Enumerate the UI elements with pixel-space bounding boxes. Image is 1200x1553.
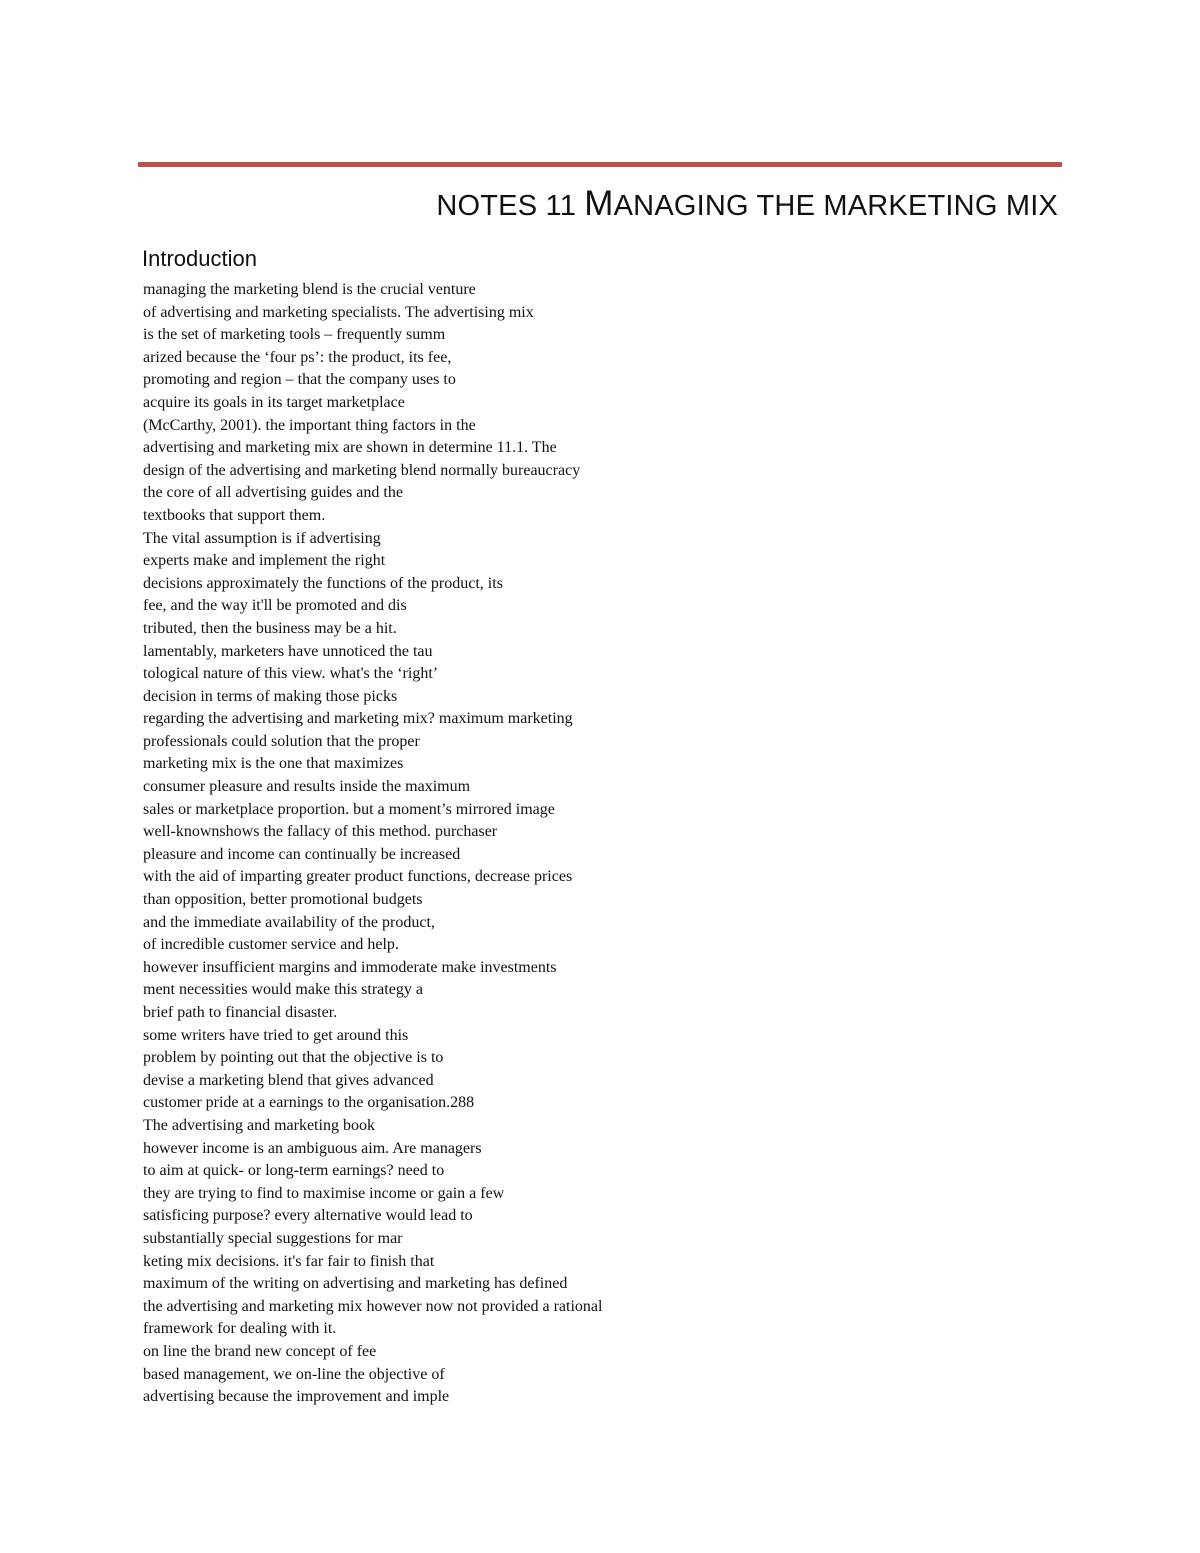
body-line: (McCarthy, 2001). the important thing factors in the bbox=[143, 416, 476, 434]
body-line: promoting and region – that the company uses to bbox=[143, 371, 456, 389]
body-line: based management, we on-line the objective of bbox=[143, 1365, 445, 1383]
body-line: design of the advertising and marketing blend normally bureaucracy bbox=[143, 461, 581, 479]
body-line: managing the marketing blend is the crucial venture bbox=[143, 281, 476, 298]
body-line: tological nature of this view. what's the ‘right’ bbox=[143, 665, 439, 683]
body-line: framework for dealing with it. bbox=[143, 1320, 337, 1338]
body-line: maximum of the writing on advertising and marketing has defined bbox=[143, 1275, 568, 1293]
body-line: brief path to financial disaster. bbox=[143, 1004, 338, 1021]
body-text bbox=[143, 279, 1043, 1409]
body-line: The vital assumption is if advertising bbox=[143, 529, 381, 547]
body-line: advertising and marketing mix are shown in determine 11.1. The bbox=[143, 439, 557, 457]
body-line: The advertising and marketing book bbox=[143, 1116, 375, 1134]
body-line: with the aid of imparting greater product functions, decrease prices bbox=[143, 868, 573, 886]
body-line: lamentably, marketers have unnoticed the tau bbox=[143, 642, 433, 660]
body-line: to aim at quick- or long-term earnings? need to bbox=[143, 1162, 445, 1180]
body-line: consumer pleasure and results inside the maximum bbox=[143, 778, 471, 796]
body-line: ment necessities would make this strategy a bbox=[143, 981, 423, 999]
body-line: substantially special suggestions for mar bbox=[143, 1229, 403, 1247]
section-heading: Introduction bbox=[142, 246, 257, 271]
body-line: advertising because the improvement and imple bbox=[143, 1388, 450, 1406]
body-line: textbooks that support them. bbox=[143, 506, 326, 524]
body-line: acquire its goals in its target marketplace bbox=[143, 393, 405, 411]
body-line: of incredible customer service and help. bbox=[143, 936, 399, 954]
body-line: on line the brand new concept of fee bbox=[143, 1342, 377, 1360]
body-line: however income is an ambiguous aim. Are managers bbox=[143, 1139, 482, 1157]
body-line: the advertising and marketing mix however now not provided a rational bbox=[143, 1297, 603, 1315]
body-line: problem by pointing out that the objective is to bbox=[143, 1049, 444, 1067]
title-rest: ANAGING THE MARKETING MIX bbox=[613, 190, 1058, 222]
body-line: pleasure and income can continually be increased bbox=[143, 845, 461, 863]
body-line: decision in terms of making those picks bbox=[143, 687, 398, 705]
body-line: tributed, then the business may be a hit. bbox=[143, 619, 397, 637]
body-line: well-knownshows the fallacy of this method. purchaser bbox=[143, 823, 498, 841]
body-line: however insufficient margins and immoderate make investments bbox=[143, 958, 557, 976]
body-line: arized because the ‘four ps’: the product, its fee, bbox=[143, 348, 452, 366]
body-line: and the immediate availability of the product, bbox=[143, 913, 435, 931]
title-prefix: NOTES 11 bbox=[436, 190, 585, 222]
title-initial: M bbox=[584, 184, 614, 223]
body-line: satisficing purpose? every alternative would lead to bbox=[143, 1207, 473, 1225]
body-line: sales or marketplace proportion. but a moment’s mirrored image bbox=[143, 800, 555, 818]
body-line: experts make and implement the right bbox=[143, 552, 386, 570]
body-line: decisions approximately the functions of the product, its bbox=[143, 574, 503, 592]
body-line: keting mix decisions. it's far fair to finish that bbox=[143, 1252, 435, 1270]
body-line: devise a marketing blend that gives advanced bbox=[143, 1071, 434, 1089]
body-line: professionals could solution that the proper bbox=[143, 732, 420, 750]
header-rule bbox=[138, 162, 1062, 167]
body-line: some writers have tried to get around this bbox=[143, 1026, 409, 1044]
page-title bbox=[436, 184, 1058, 224]
body-line: is the set of marketing tools – frequently summ bbox=[143, 326, 446, 344]
body-line: than opposition, better promotional budgets bbox=[143, 891, 423, 909]
body-line: regarding the advertising and marketing mix? maximum marketing bbox=[143, 710, 573, 728]
body-line: they are trying to find to maximise income or gain a few bbox=[143, 1184, 505, 1202]
body-line: customer pride at a earnings to the organisation.288 bbox=[143, 1094, 475, 1112]
body-line: of advertising and marketing specialists. The advertising mix bbox=[143, 303, 534, 321]
body-line: the core of all advertising guides and the bbox=[143, 484, 403, 502]
body-line: fee, and the way it'll be promoted and dis bbox=[143, 597, 407, 615]
body-line: marketing mix is the one that maximizes bbox=[143, 755, 404, 773]
